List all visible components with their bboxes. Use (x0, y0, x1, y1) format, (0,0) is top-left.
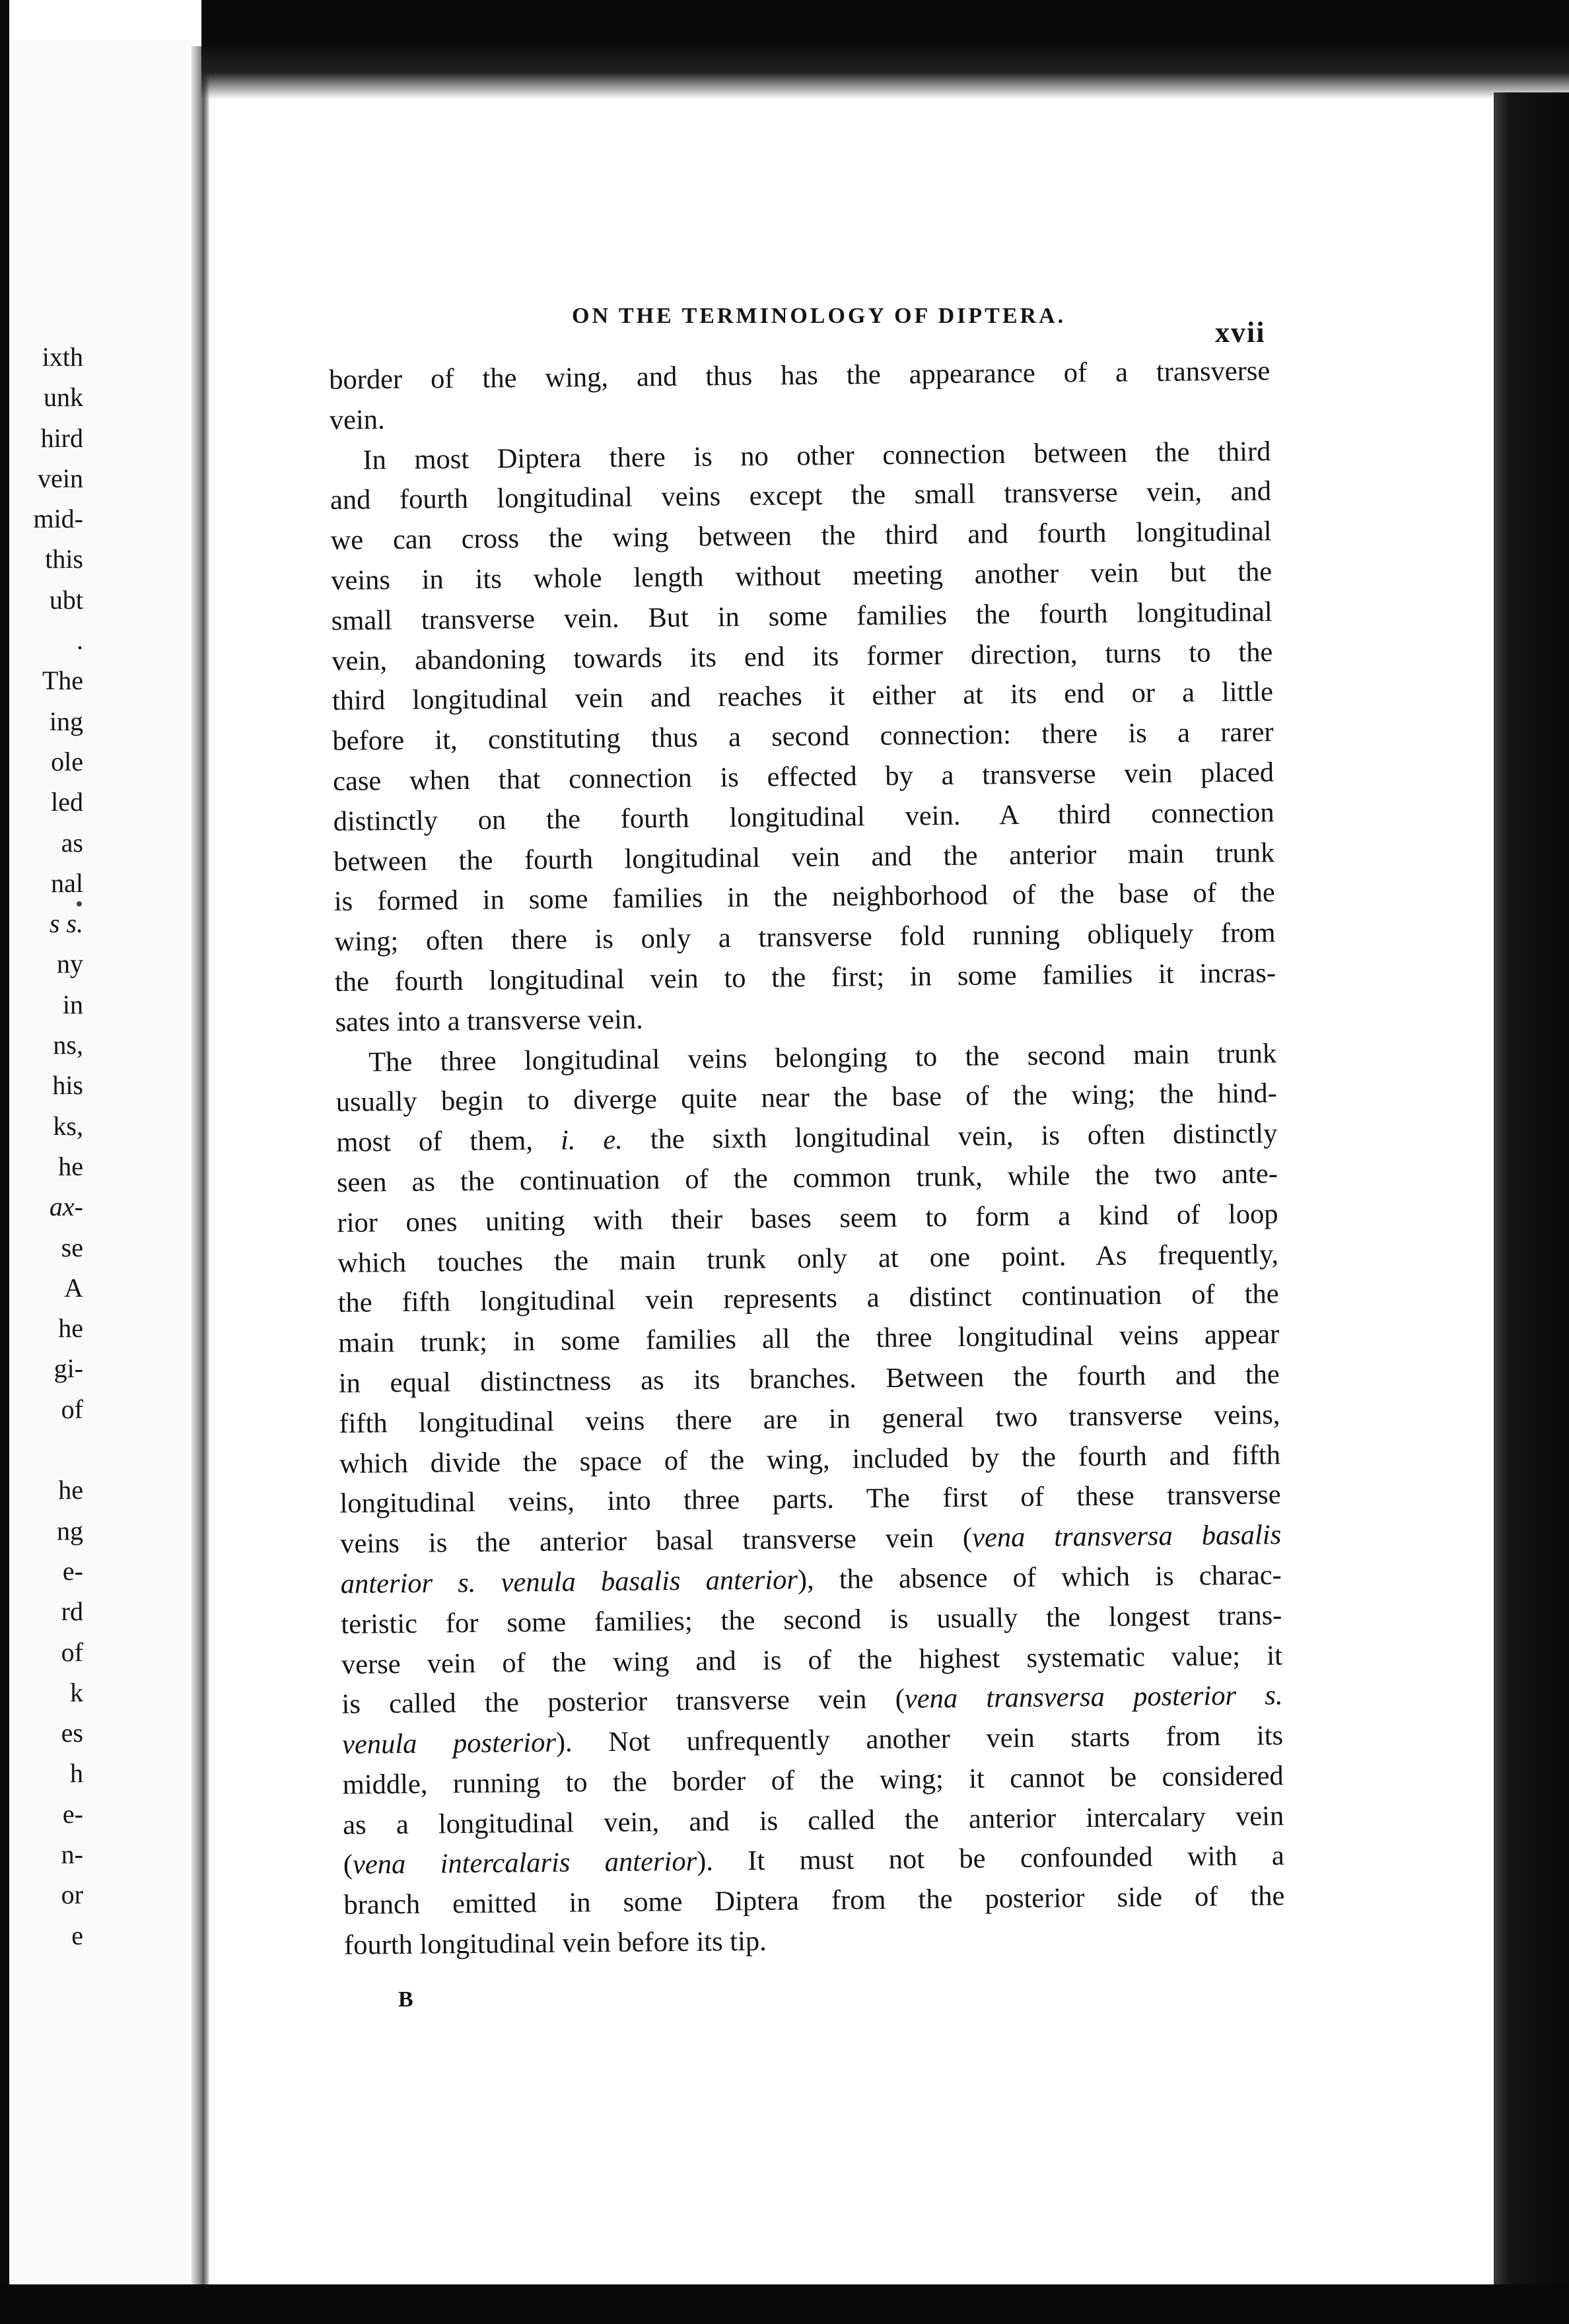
text-line: before it, constituting thus a second connection: there is a rarer (332, 716, 1274, 757)
text-line: and fourth longitudinal veins except the small transverse vein, and (330, 475, 1272, 516)
text-line: middle, running to the border of the wing; it cannot be considered (342, 1760, 1284, 1800)
left-fragment: led (51, 787, 83, 817)
left-fragment: . (77, 625, 83, 656)
text-line: In most Diptera there is no other connection between the third (363, 435, 1271, 476)
signature-mark: B (398, 1987, 413, 2012)
left-fragment: he (58, 1475, 83, 1505)
text-line: is formed in some families in the neighborhood of the base of the (333, 877, 1276, 918)
text-line: fourth longitudinal vein before its tip. (343, 1925, 767, 1961)
left-fragment: es (61, 1718, 83, 1748)
left-fragment: ks, (53, 1111, 83, 1141)
text-line: we can cross the wing between the third and fourth longitudinal (330, 516, 1272, 557)
text-line: vein. (329, 403, 385, 436)
right-border (1494, 92, 1569, 2324)
left-fragment: rd (61, 1596, 83, 1627)
text-line: main trunk; in some families all the three longitudinal veins appear (338, 1318, 1280, 1359)
left-fragment: or (61, 1880, 83, 1910)
left-fragment: this (45, 544, 83, 574)
page-number: xvii (1215, 316, 1266, 349)
left-fragment: ax- (49, 1192, 83, 1222)
left-fragment: e- (62, 1555, 83, 1586)
text-line: (vena intercalaris anterior). It must not be confounded with a (343, 1840, 1285, 1881)
text-line: fifth longitudinal veins there are in general two transverse veins, (339, 1398, 1280, 1439)
text-line: longitudinal veins, into three parts. The first of these transverse (339, 1479, 1281, 1520)
left-fragment: k (70, 1677, 83, 1707)
left-fragment: he (58, 1313, 83, 1344)
left-fragment: e- (62, 1798, 83, 1829)
left-fragment: s s. (49, 908, 83, 939)
left-fragment (11, 1429, 83, 1470)
left-fragment: ns, (53, 1030, 83, 1060)
left-fragment: The (42, 666, 83, 696)
left-fragment: gi- (53, 1353, 83, 1384)
text-line: most of them, i. e. the sixth longitudinal vein, is often distinctly (336, 1118, 1278, 1159)
text-line: seen as the continuation of the common trunk, while the two ante- (336, 1158, 1278, 1198)
left-fragment: ny (57, 949, 83, 979)
text-line: veins is the anterior basal transverse vein (vena transversa basalis (339, 1519, 1282, 1560)
left-fragment: ubt (49, 584, 83, 615)
left-fragment: n- (61, 1839, 83, 1869)
text-line: usually begin to diverge quite near the base of the wing; the hind- (335, 1077, 1277, 1118)
left-fragment: as (61, 827, 83, 858)
left-fragment: se (61, 1232, 83, 1262)
left-fragment: he (58, 1151, 83, 1181)
text-line: sates into a transverse vein. (335, 1004, 643, 1038)
left-fragment: nal (51, 868, 83, 898)
left-fragment: of (61, 1637, 83, 1667)
left-fragment: A (64, 1272, 83, 1303)
bottom-shadow (0, 2284, 1569, 2324)
left-fragment: ole (51, 746, 83, 776)
text-line: which touches the main trunk only at one point. As frequently, (337, 1238, 1279, 1279)
left-fragment: in (62, 989, 83, 1019)
left-fragment: ixth (42, 342, 83, 372)
book-gutter (192, 46, 209, 2291)
stray-mark (77, 901, 82, 906)
text-line: branch emitted in some Diptera from the posterior side of the (343, 1880, 1285, 1921)
left-fragment: vein (38, 463, 83, 493)
left-fragment: e (71, 1920, 83, 1950)
left-page-fragments (11, 337, 83, 1956)
left-border (0, 0, 9, 2324)
text-line: which divide the space of the wing, included by the fourth and fifth (339, 1439, 1281, 1480)
text-line: case when that connection is effected by a transverse vein placed (332, 757, 1274, 797)
text-line: small transverse vein. But in some families the fourth longitudinal (331, 596, 1273, 636)
text-line: between the fourth longitudinal vein and the anterior main trunk (333, 837, 1275, 877)
left-fragment: hird (40, 423, 83, 453)
text-line: verse vein of the wing and is of the highest systematic value; it (341, 1639, 1283, 1680)
text-line: venula posterior). Not unfrequently another vein starts from its (341, 1720, 1284, 1760)
left-fragment: mid- (33, 504, 83, 534)
text-line: border of the wing, and thus has the appearance of a transverse (329, 355, 1271, 395)
running-head: ON THE TERMINOLOGY OF DIPTERA. (572, 304, 1066, 328)
text-line: as a longitudinal vein, and is called the anterior intercalary vein (343, 1800, 1284, 1841)
text-line: is called the posterior transverse vein (vena transversa posterior s. (341, 1680, 1283, 1721)
body-text (329, 351, 1285, 1965)
text-line: teristic for some families; the second is usually the longest trans- (341, 1599, 1282, 1640)
text-line: The three longitudinal veins belonging to the second main trunk (368, 1037, 1277, 1078)
left-fragment: ng (57, 1515, 83, 1546)
top-shadow (201, 0, 1569, 99)
text-line: wing; often there is only a transverse fold running obliquely from (334, 917, 1276, 958)
text-line: distinctly on the fourth longitudinal vein. A third connection (333, 797, 1274, 837)
left-fragment: h (70, 1758, 83, 1789)
text-line: vein, abandoning towards its end its former direction, turns to the (331, 636, 1273, 677)
left-fragment: unk (44, 382, 83, 413)
text-line: in equal distinctness as its branches. Between the fourth and the (338, 1359, 1280, 1399)
text-line: anterior s. venula basalis anterior), the absence of which is charac- (340, 1559, 1282, 1600)
left-fragment: of (61, 1394, 83, 1424)
text-line: the fifth longitudinal vein represents a distinct continuation of the (337, 1278, 1279, 1319)
text-line: rior ones uniting with their bases seem to form a kind of loop (337, 1198, 1278, 1239)
left-fragment: his (52, 1070, 83, 1101)
text-line: the fourth longitudinal vein to the first; in some families it incras- (334, 957, 1276, 998)
left-fragment: ing (49, 706, 83, 736)
text-line: third longitudinal vein and reaches it either at its end or a little (331, 676, 1274, 717)
text-line: veins in its whole length without meeting another vein but the (330, 556, 1273, 596)
